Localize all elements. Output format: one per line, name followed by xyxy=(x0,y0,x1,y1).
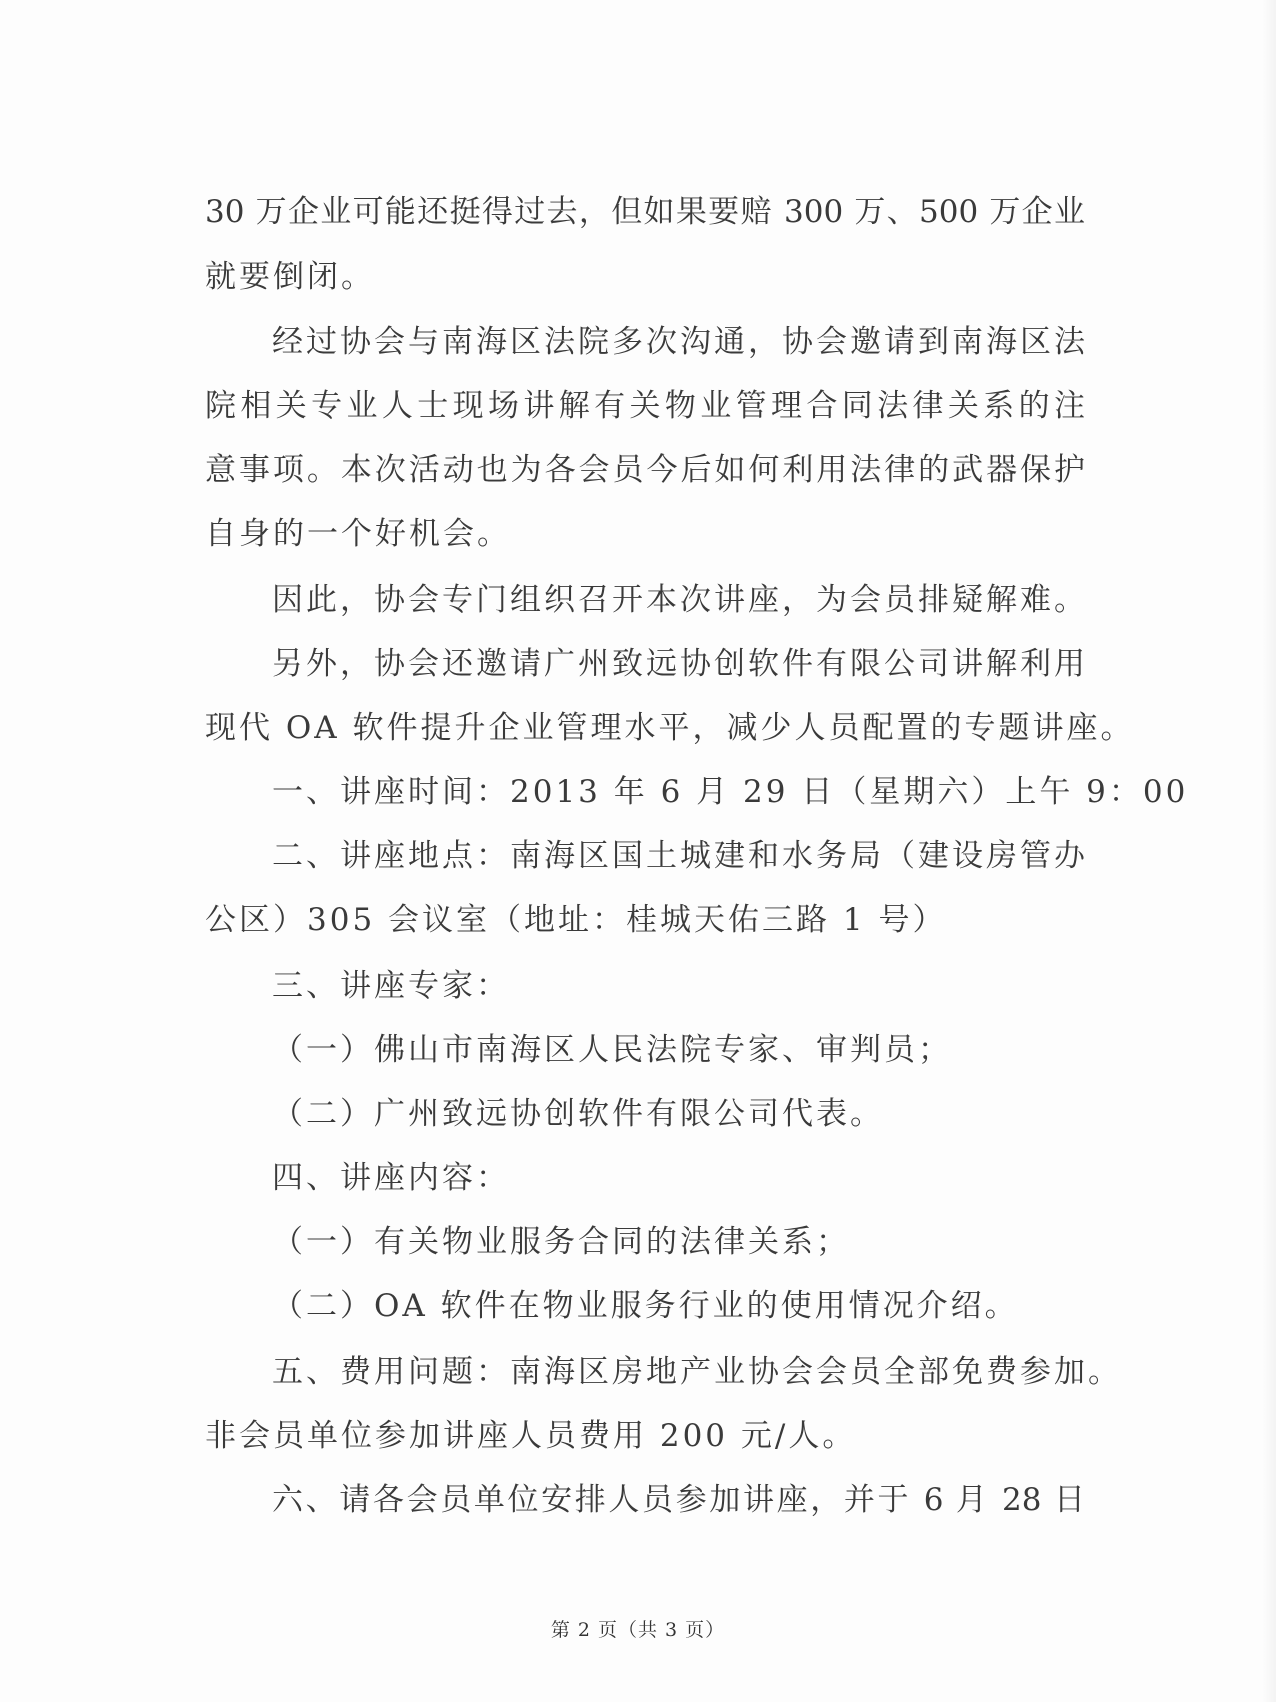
text-line: 现代 OA 软件提升企业管理水平，减少人员配置的专题讲座。 xyxy=(205,710,1135,746)
scan-edge-shadow xyxy=(1262,0,1276,1702)
lecture-location: 二、讲座地点：南海区国土城建和水务局（建设房管办 xyxy=(272,838,1085,874)
content-item: （二）OA 软件在物业服务行业的使用情况介绍。 xyxy=(272,1288,1019,1324)
expert-item: （二）广州致远协创软件有限公司代表。 xyxy=(272,1096,884,1132)
lecture-experts-heading: 三、讲座专家： xyxy=(272,968,510,1004)
paragraph-line: 另外，协会还邀请广州致远协创软件有限公司讲解利用 xyxy=(272,646,1085,682)
text-line: 意事项。本次活动也为各会员今后如何利用法律的武器保护 xyxy=(205,452,1085,488)
text-line: 自身的一个好机会。 xyxy=(205,516,511,552)
text-line: 公区）305 会议室（地址：桂城天佑三路 1 号） xyxy=(205,902,947,938)
lecture-time: 一、讲座时间：2013 年 6 月 29 日（星期六）上午 9：00 xyxy=(272,774,1189,810)
text-line: 非会员单位参加讲座人员费用 200 元/人。 xyxy=(205,1418,857,1454)
text-line: 30 万企业可能还挺得过去，但如果要赔 300 万、500 万企业 xyxy=(205,194,1085,230)
page-number: 第 2 页（共 3 页） xyxy=(550,1619,726,1641)
content-item: （一）有关物业服务合同的法律关系； xyxy=(272,1224,850,1260)
fee-line: 五、费用问题：南海区房地产业协会会员全部免费参加。 xyxy=(272,1354,1122,1390)
text-line: 就要倒闭。 xyxy=(205,259,375,295)
expert-item: （一）佛山市南海区人民法院专家、审判员； xyxy=(272,1032,952,1068)
arrangement-line: 六、请各会员单位安排人员参加讲座，并于 6 月 28 日 xyxy=(272,1482,1085,1518)
lecture-content-heading: 四、讲座内容： xyxy=(272,1160,510,1196)
paragraph-line: 经过协会与南海区法院多次沟通，协会邀请到南海区法 xyxy=(272,324,1085,360)
text-line: 院相关专业人士现场讲解有关物业管理合同法律关系的注 xyxy=(205,388,1085,424)
paragraph-line: 因此，协会专门组织召开本次讲座，为会员排疑解难。 xyxy=(272,582,1088,618)
